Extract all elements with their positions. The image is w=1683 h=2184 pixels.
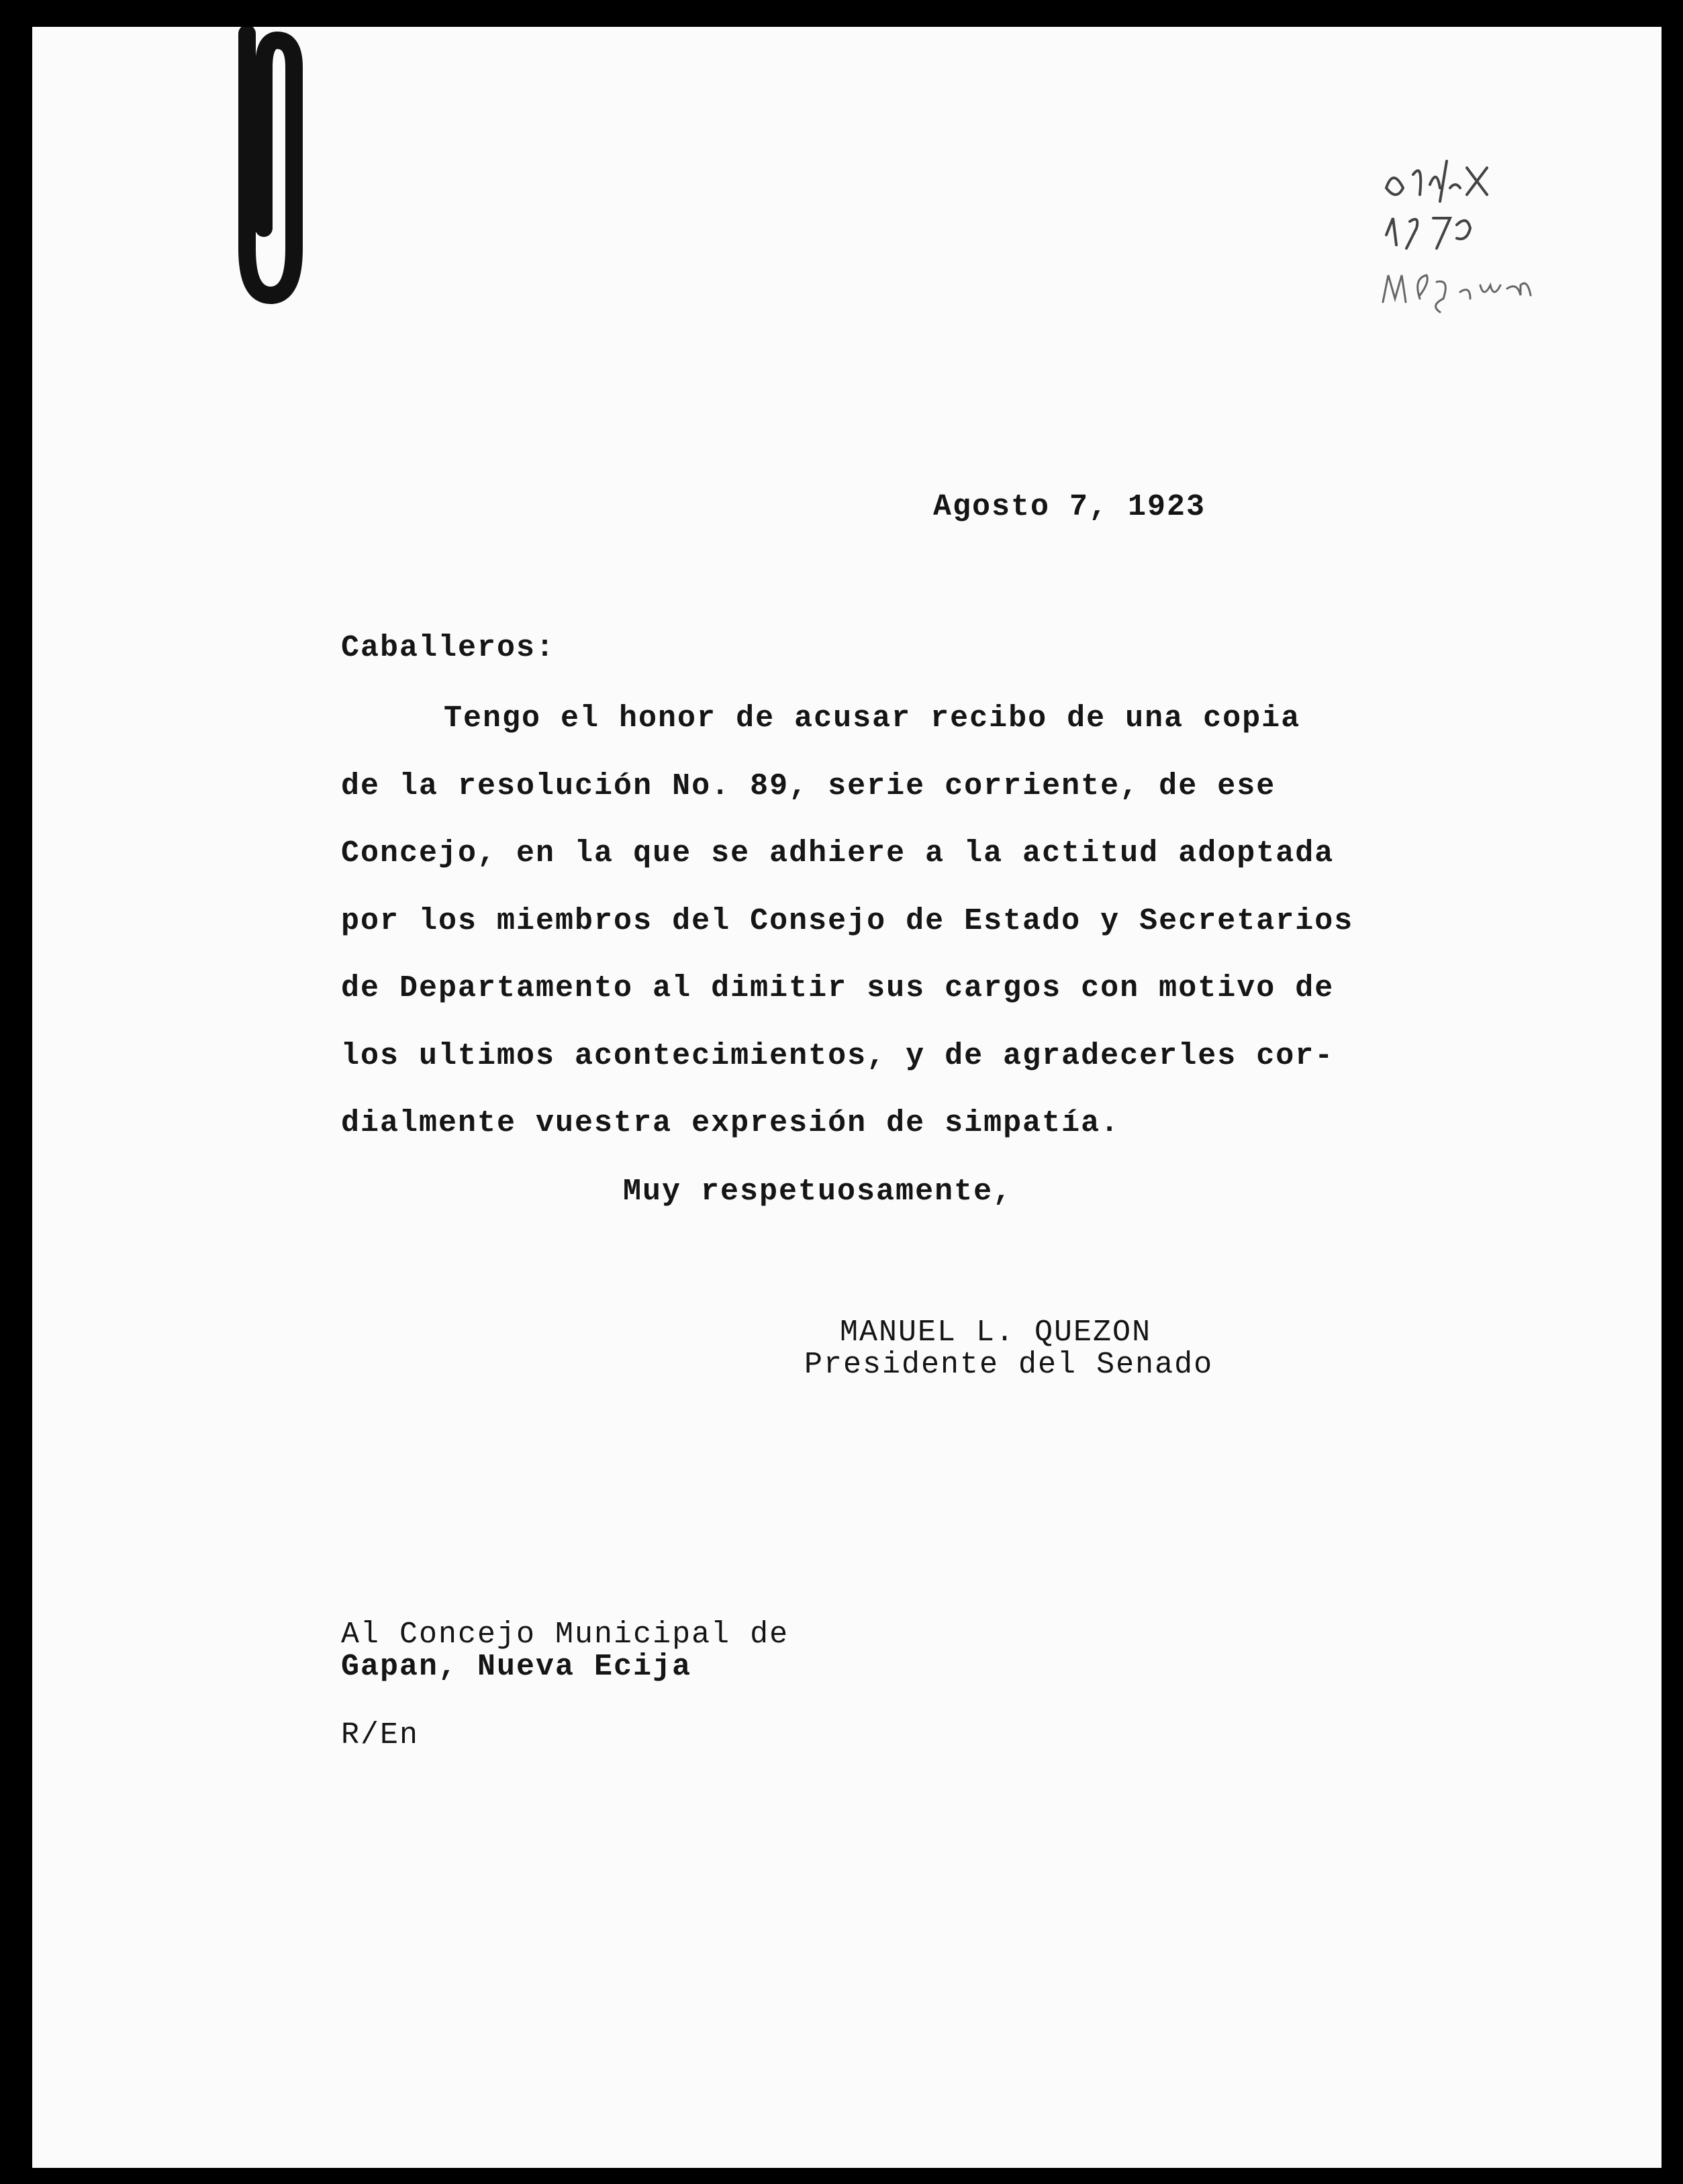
recipient-line: Al Concejo Municipal de (341, 1618, 789, 1652)
signatory-title: Presidente del Senado (804, 1348, 1214, 1382)
body-line: dialmente vuestra expresión de simpatía. (341, 1106, 1120, 1140)
paper-clip-icon (224, 27, 304, 309)
letter-date: Agosto 7, 1923 (933, 490, 1206, 524)
body-line: por los miembros del Consejo de Estado y Secretarios (341, 904, 1354, 938)
letter-closing: Muy respetuosamente, (623, 1175, 1013, 1209)
handwritten-archive-note (1373, 148, 1594, 349)
body-line: Concejo, en la que se adhiere a la actitud adoptada (341, 836, 1335, 871)
letter-page (32, 27, 1662, 2168)
body-line: de Departamento al dimitir sus cargos con motivo de (341, 971, 1335, 1005)
signatory-name: MANUEL L. QUEZON (840, 1316, 1152, 1350)
recipient-line: Gapan, Nueva Ecija (341, 1650, 692, 1684)
body-line: los ultimos acontecimientos, y de agradecerles cor- (341, 1039, 1335, 1073)
reference-initials: R/En (341, 1718, 420, 1752)
body-line: Tengo el honor de acusar recibo de una copia (444, 701, 1301, 736)
letter-salutation: Caballeros: (341, 631, 556, 665)
body-line: de la resolución No. 89, serie corriente, de ese (341, 769, 1276, 803)
